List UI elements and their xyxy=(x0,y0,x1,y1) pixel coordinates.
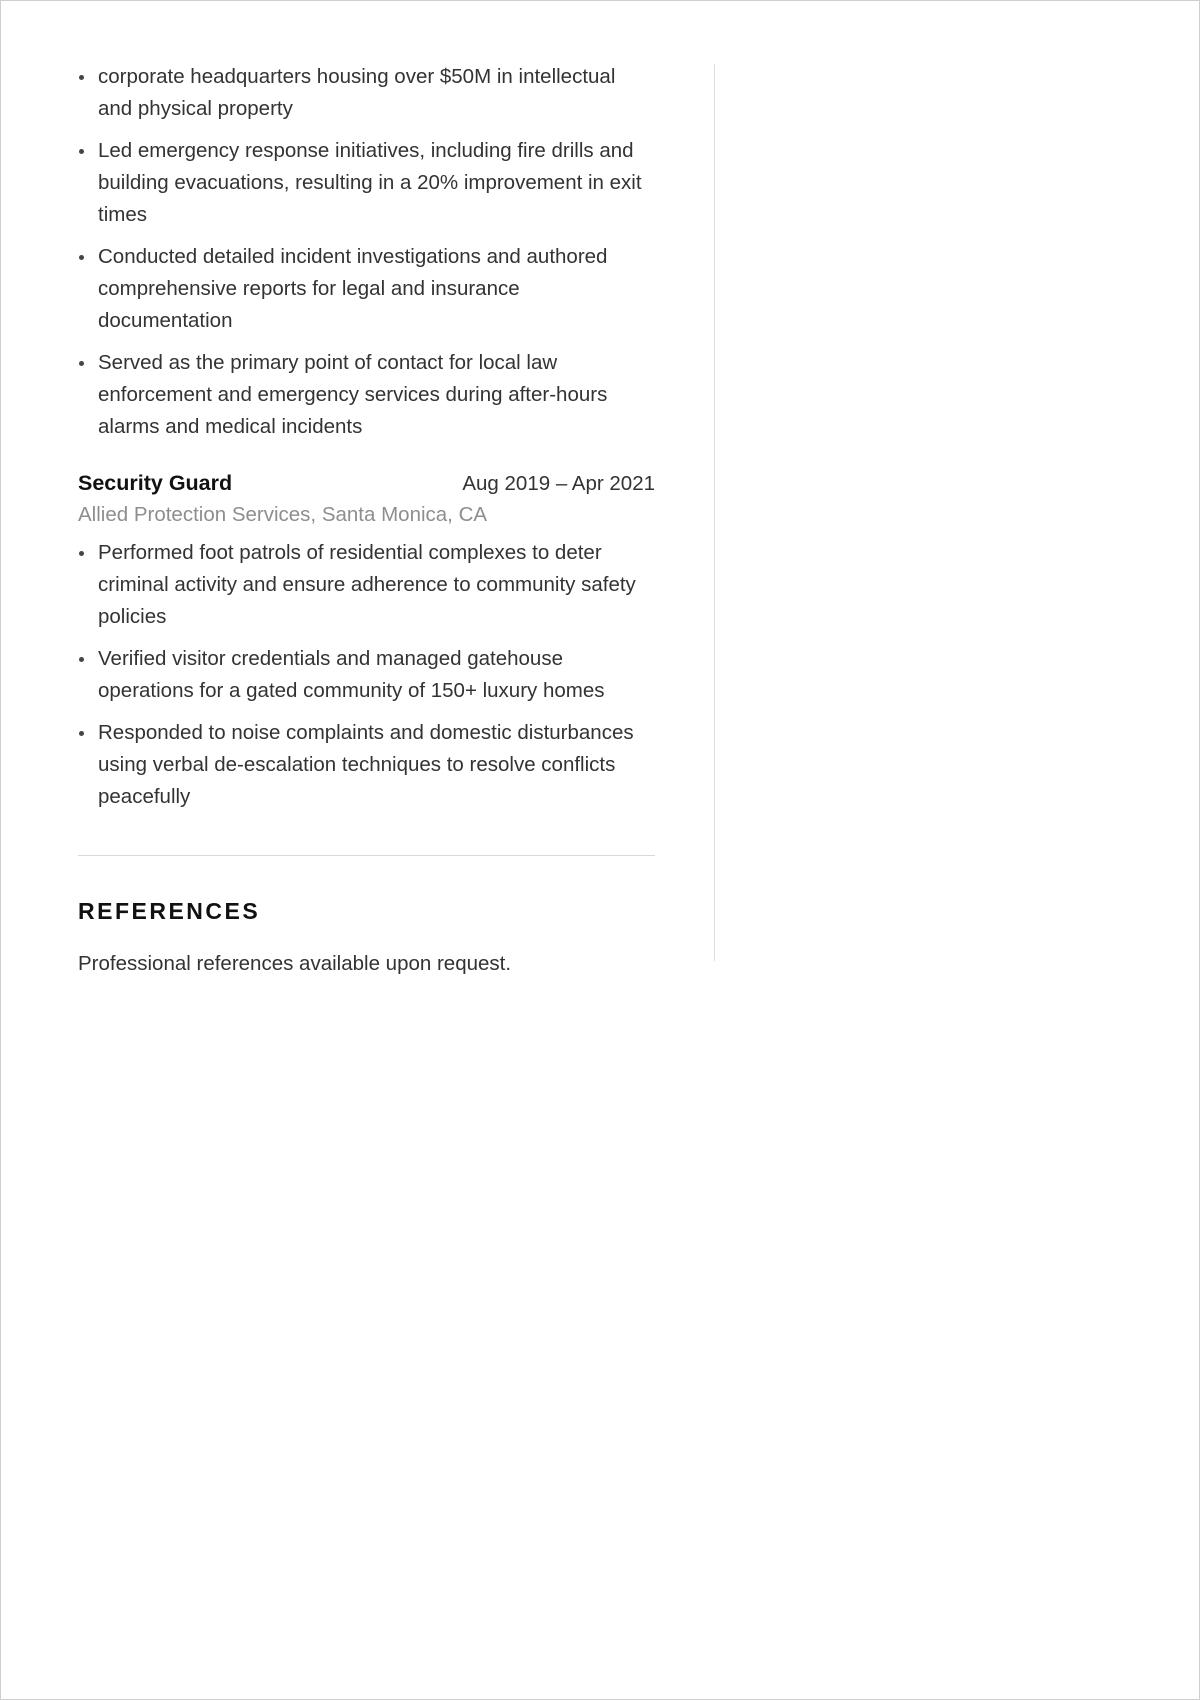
job-entry xyxy=(78,471,655,813)
job-header xyxy=(78,471,655,501)
main-column xyxy=(78,61,655,979)
list-item: Performed foot patrols of residential complexes to deter criminal activity and ensure adherence to community safety policies xyxy=(78,537,655,633)
job-dates: Aug 2019 – Apr 2021 xyxy=(462,472,655,495)
list-item: Served as the primary point of contact for local law enforcement and emergency services during after-hours alarms and medical incidents xyxy=(78,347,655,443)
job-company: Allied Protection Services, Santa Monica, CA xyxy=(78,503,488,526)
references-heading: REFERENCES xyxy=(78,898,261,924)
list-item: corporate headquarters housing over $50M in intellectual and physical property xyxy=(78,61,655,125)
previous-job-bullets xyxy=(78,61,655,443)
list-item: Verified visitor credentials and managed gatehouse operations for a gated community of 150+ luxury homes xyxy=(78,643,655,707)
column-divider xyxy=(714,64,715,961)
list-item: Responded to noise complaints and domestic disturbances using verbal de-escalation techniques to resolve conflicts peacefully xyxy=(78,717,655,813)
list-item: Conducted detailed incident investigations and authored comprehensive reports for legal and insurance documentation xyxy=(78,241,655,337)
list-item: Led emergency response initiatives, including fire drills and building evacuations, resulting in a 20% improvement in exit times xyxy=(78,135,655,231)
section-divider xyxy=(78,855,655,856)
job-title: Security Guard xyxy=(78,471,233,495)
references-text: Professional references available upon request. xyxy=(78,952,512,975)
job-bullets xyxy=(78,537,655,813)
